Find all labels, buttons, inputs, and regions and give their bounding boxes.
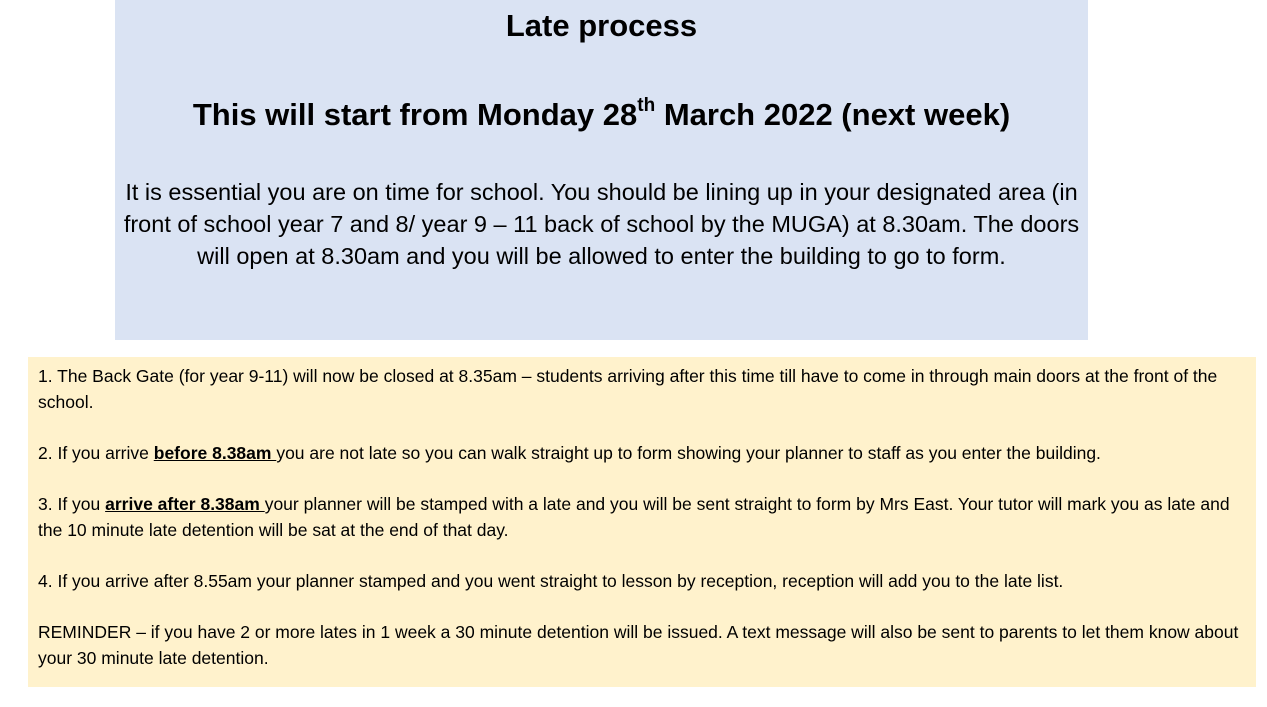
rule-before-838-time: before 8.38am [153, 443, 277, 463]
rule-back-gate: 1. The Back Gate (for year 9-11) will now be closed at 8.35am – students arriving after this time till have to come in through main doors at the front of the school. [38, 366, 1218, 412]
start-date-suffix: March 2022 (next week) [655, 97, 1011, 132]
start-date-heading [115, 93, 1088, 137]
rule-after-855: 4. If you arrive after 8.55am your planner stamped and you went straight to lesson by reception, reception will add you to the late list. [38, 571, 1064, 591]
rule-after-838-prefix: 3. If you [38, 494, 106, 514]
rule-after-838-time: arrive after 8.38am [105, 494, 265, 514]
page-title: Late process [505, 8, 698, 43]
rules-panel [28, 357, 1256, 687]
header-panel [115, 0, 1088, 340]
rule-before-838 [38, 440, 1246, 466]
start-date-prefix: This will start from Monday 28 [192, 97, 638, 132]
rule-after-838-text: your planner will be stamped with a late and you will be sent straight to form by Mrs East. Your tutor will mark you as late and the 10 minute late detention will be sat at the end of that day. [38, 494, 1230, 540]
reminder-note: REMINDER – if you have 2 or more lates in 1 week a 30 minute detention will be issued. A text message will also be sent to parents to let them know about your 30 minute late detention. [38, 622, 1239, 668]
start-date-ordinal: th [637, 94, 656, 116]
rule-before-838-text: you are not late so you can walk straight up to form showing your planner to staff as you enter the building. [276, 443, 1101, 463]
intro-paragraph: It is essential you are on time for school. You should be lining up in your designated area (in front of school year 7 and 8/ year 9 – 11 back of school by the MUGA) at 8.30am. The doors will open at 8.30am and you will be allowed to enter the building to go to form. [123, 179, 1080, 269]
rule-after-838 [38, 491, 1246, 543]
rule-before-838-prefix: 2. If you arrive [38, 443, 154, 463]
